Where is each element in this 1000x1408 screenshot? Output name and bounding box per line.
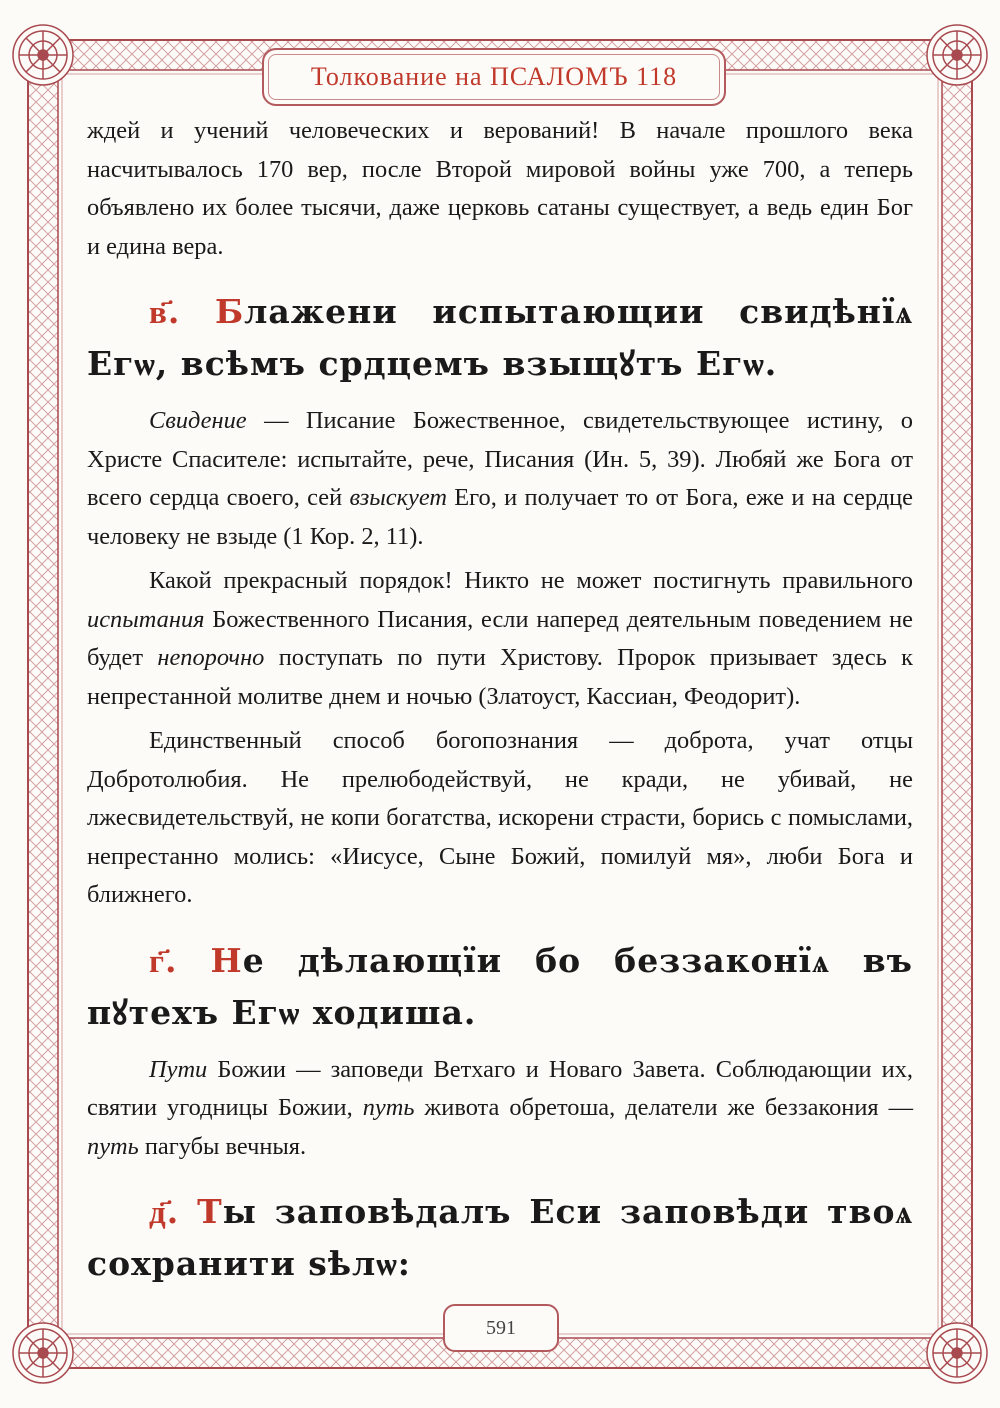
commentary-paragraph bbox=[87, 112, 913, 266]
paragraph-text: пагубы вечныя. bbox=[138, 1132, 307, 1160]
verse-text: е дѣлающїи бо беззаконїѧ въ пꙋтехъ Егѡ ходиша. bbox=[87, 940, 913, 1032]
commentary-paragraph bbox=[87, 562, 913, 716]
paragraph-text: ждей и учений человеческих и верований! В начале прошлого века насчитывалось 170 вер, после Второй мировой войны уже 700, а теперь объявлено их более тысячи, даже церковь сатаны существует, а ведь един Бог и едина вера. bbox=[87, 117, 913, 260]
paragraph-text: живота обретоша, делатели же беззакония — bbox=[414, 1094, 913, 1121]
psalm-verse bbox=[87, 286, 913, 390]
psalm-verse bbox=[87, 935, 913, 1039]
verse-number: г҃. bbox=[149, 940, 211, 980]
verse-text: ы заповѣдалъ Еси заповѣди твоѧ сохранити ѕѣлѡ: bbox=[87, 1192, 914, 1283]
italic-term: Пути bbox=[149, 1055, 208, 1083]
page-body bbox=[87, 112, 913, 1302]
commentary-paragraph bbox=[87, 1051, 913, 1167]
paragraph-text: Божественного Писания, если наперед деятельным поведением не будет bbox=[87, 605, 913, 671]
commentary-paragraph bbox=[87, 402, 913, 556]
paragraph-text: Его, и получает то от Бога, еже и на сердце человеку не взыде (1 Кор. 2, 11). bbox=[87, 484, 914, 550]
verse-number: в҃. bbox=[149, 292, 215, 331]
verse-initial: Н bbox=[210, 940, 243, 980]
verse-number: д҃. bbox=[149, 1192, 198, 1231]
italic-term: непорочно bbox=[157, 644, 265, 671]
italic-term: путь bbox=[362, 1094, 415, 1121]
page-number-plate bbox=[443, 1304, 559, 1352]
paragraph-text: Единственный способ богопознания — доброта, учат отцы Добротолюбия. Не прелюбодействуй, не кради, не убивай, не лжесвидетельствуй, не копи богатства, искорени страсти, борись с помыслами, непрестанно молись: «Иисусе, Сыне Божий, помилуй мя», люби Бога и ближнего. bbox=[87, 727, 913, 908]
page-number: 591 bbox=[486, 1316, 516, 1339]
italic-term: путь bbox=[87, 1132, 139, 1160]
paragraph-text: поступать по пути Христову. Пророк призывает здесь к непрестанной молитве днем и ночью (Златоуст, Кассиан, Феодорит). bbox=[87, 644, 913, 710]
verse-text: лажени испытающии свидѣнїѧ Егѡ, всѣмъ срдцемъ взыщꙋтъ Егѡ. bbox=[87, 292, 913, 383]
commentary-paragraph bbox=[87, 722, 913, 915]
paragraph-text: Какой прекрасный порядок! Никто не может постигнуть правильного bbox=[149, 567, 913, 594]
italic-term: взыскует bbox=[349, 484, 447, 511]
italic-term: Свидение bbox=[149, 407, 247, 434]
verse-initial: Б bbox=[214, 292, 245, 331]
verse-initial: Т bbox=[197, 1192, 223, 1231]
paragraph-text: Божии — заповеди Ветхаго и Новаго Завета. Соблюдающии их, святии угодницы Божии, bbox=[87, 1055, 913, 1121]
paragraph-text: — Писание Божественное, свидетельствующее истину, о Христе Спасителе: испытайте, рече, Писания (Ин. 5, 39). Любяй же Бога от всего сердца своего, сей bbox=[87, 407, 913, 511]
running-header bbox=[262, 48, 726, 106]
running-header-title: Толкование на ПСАЛОМЪ 118 bbox=[310, 62, 678, 91]
psalm-verse bbox=[87, 1186, 913, 1290]
italic-term: испытания bbox=[87, 605, 205, 633]
